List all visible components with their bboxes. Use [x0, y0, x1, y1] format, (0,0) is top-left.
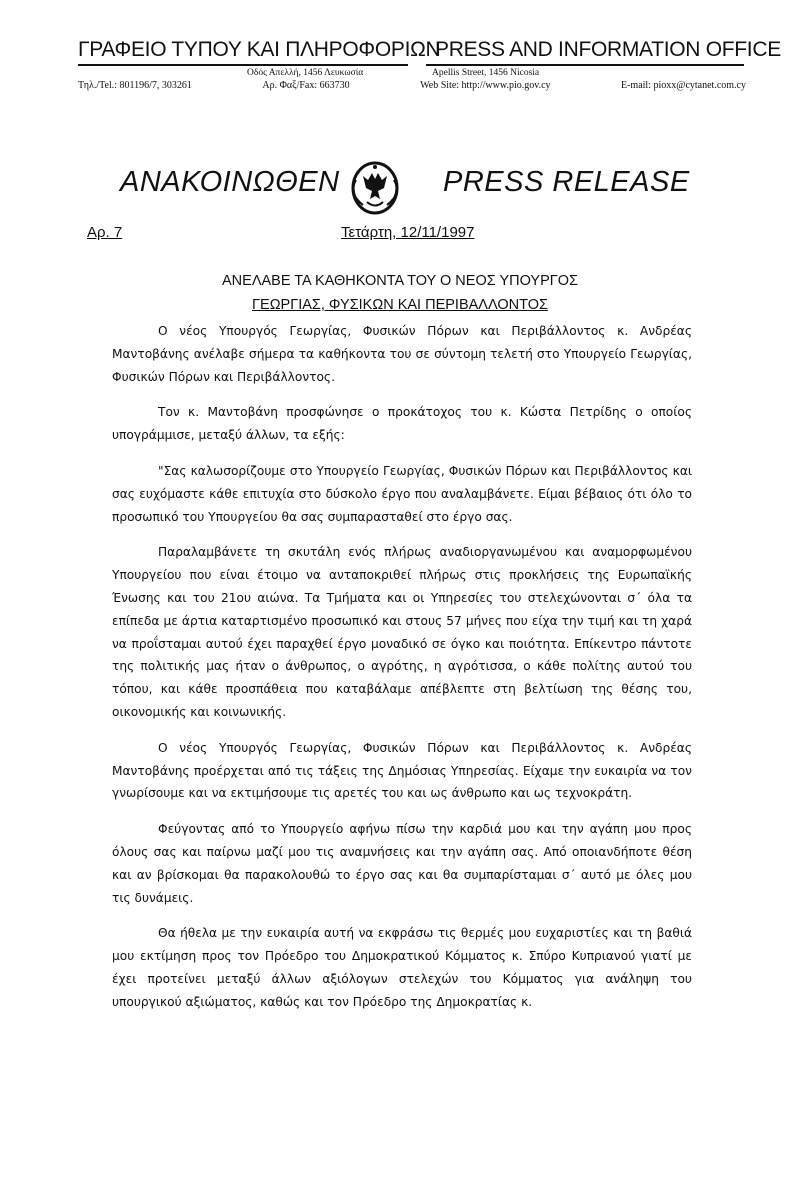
letterhead-divider-english — [426, 64, 744, 66]
paragraph: Τον κ. Μαντοβάνη προσφώνησε ο προκάτοχος του κ. Κώστα Πετρίδης ο οποίος υπογράμμισε, μεταξύ άλλων, τα εξής: — [112, 405, 692, 443]
paragraph: "Σας καλωσορίζουμε στο Υπουργείο Γεωργίας, Φυσικών Πόρων και Περιβάλλοντος και σας ευχόμαστε κάθε επιτυχία στο δύσκολο έργο που αναλαμβάνετε. Είμαι βέβαιος ότι όλο το προσωπικό του Υπουργείου θα σας συμπαρασταθεί στο έργο σας. — [112, 463, 692, 524]
address-greek: Οδός Απελλή, 1456 Λευκωσία — [247, 68, 364, 78]
office-title-english: PRESS AND INFORMATION OFFICE — [435, 38, 781, 61]
release-label-greek: ΑΝΑΚΟΙΝΩΘΕΝ — [120, 166, 340, 198]
paragraph: Παραλαμβάνετε τη σκυτάλη ενός πλήρως αναδιοργανωμένου και αναμορφωμένου Υπουργείου που είναι έτοιμο να ανταποκριθεί πλήρως στις προκλήσεις της Ευρωπαϊκής Ένωσης και του 21ου αιώνα. Τα Τμήματα και οι Υπηρεσίες του στελεχώνονται σ΄ όλα τα επίπεδα με άρτια καταρτισμένο προσωπικό και στους 57 μήνες που είχα την τιμή και τη χαρά να προΐσταμαι αυτού έχει παραχθεί έργο μοναδικό σε όγκο και ποιότητα. Επίκεντρο πάντοτε της πολιτικής μας ήταν ο άνθρωπος, ο αγρότης, η αγρότισσα, ο κάθε πολίτης αυτού του τόπου, και κάθε προσπάθεια που καταβάλαμε απέβλεπτε στη βελτίωση της θέσης του, οικονομικής και κοινωνικής. — [112, 545, 692, 719]
paragraph: Ο νέος Υπουργός Γεωργίας, Φυσικών Πόρων και Περιβάλλοντος κ. Ανδρέας Μαντοβάνης προέρχεται από τις τάξεις της Δημόσιας Υπηρεσίας. Είχαμε την ευκαιρία να τον γνωρίσουμε και να εκτιμήσουμε τις αρετές του και ως άνθρωπο και ως τεχνοκράτη. — [112, 740, 692, 801]
email: E-mail: pioxx@cytanet.com.cy — [620, 80, 746, 91]
paragraph: Φεύγοντας από το Υπουργείο αφήνω πίσω την καρδιά μου και την αγάπη μου προς όλους σας και παίρνω μαζί μου τις αναμνήσεις και την αγάπη σας. Από οποιανδήποτε θέση και αν βρίσκομαι θα παρακολουθώ το έργο σας και θα συμπαρίσταμαι σ΄ αυτό με όλες μου τις δυνάμεις. — [112, 822, 692, 905]
release-number: Αρ. 7 — [87, 224, 123, 241]
headline-line-1: ΑΝΕΛΑΒΕ ΤΑ ΚΑΘΗΚΟΝΤΑ ΤΟΥ Ο ΝΕΟΣ ΥΠΟΥΡΓΟΣ — [222, 273, 578, 289]
release-date: Τετάρτη, 12/11/1997 — [341, 224, 475, 241]
telephone: Τηλ./Tel.: 801196/7, 303261 — [78, 80, 192, 91]
release-label-english: PRESS RELEASE — [443, 166, 690, 198]
contact-line — [78, 80, 746, 91]
address-english: Apellis Street, 1456 Nicosia — [432, 68, 540, 78]
paragraph: Θα ήθελα με την ευκαιρία αυτή να εκφράσω τις θερμές μου ευχαριστίες και τη βαθιά μου εκτίμηση προς τον Πρόεδρο του Δημοκρατικού Κόμματος κ. Σπύρο Κυπριανού γιατί με έχει προτείνει μεταξύ άλλων αξιόλογων στελεχών του Κόμματος για ανάληψη του υπουργικού αξιώματος, καθώς και τον Πρόεδρο της Δημοκρατίας κ. — [112, 926, 692, 1009]
office-title-greek: ΓΡΑΦΕΙΟ ΤΥΠΟΥ ΚΑΙ ΠΛΗΡΟΦΟΡΙΩΝ — [78, 38, 441, 61]
paragraph: Ο νέος Υπουργός Γεωργίας, Φυσικών Πόρων και Περιβάλλοντος κ. Ανδρέας Μαντοβάνης ανέλαβε σήμερα τα καθήκοντα του σε σύντομη τελετή στο Υπουργείο Γεωργίας, Φυσικών Πόρων και Περιβάλλοντος. — [112, 324, 692, 384]
fax: Αρ. Φαξ/Fax: 663730 — [262, 80, 350, 91]
release-body — [112, 320, 692, 1014]
cyprus-coat-of-arms-icon — [345, 158, 405, 218]
headline-line-2: ΓΕΩΡΓΙΑΣ, ΦΥΣΙΚΩΝ ΚΑΙ ΠΕΡΙΒΑΛΛΟΝΤΟΣ — [252, 297, 548, 313]
website: Web Site: http://www.pio.gov.cy — [420, 80, 551, 91]
letterhead-divider-greek — [78, 64, 408, 66]
